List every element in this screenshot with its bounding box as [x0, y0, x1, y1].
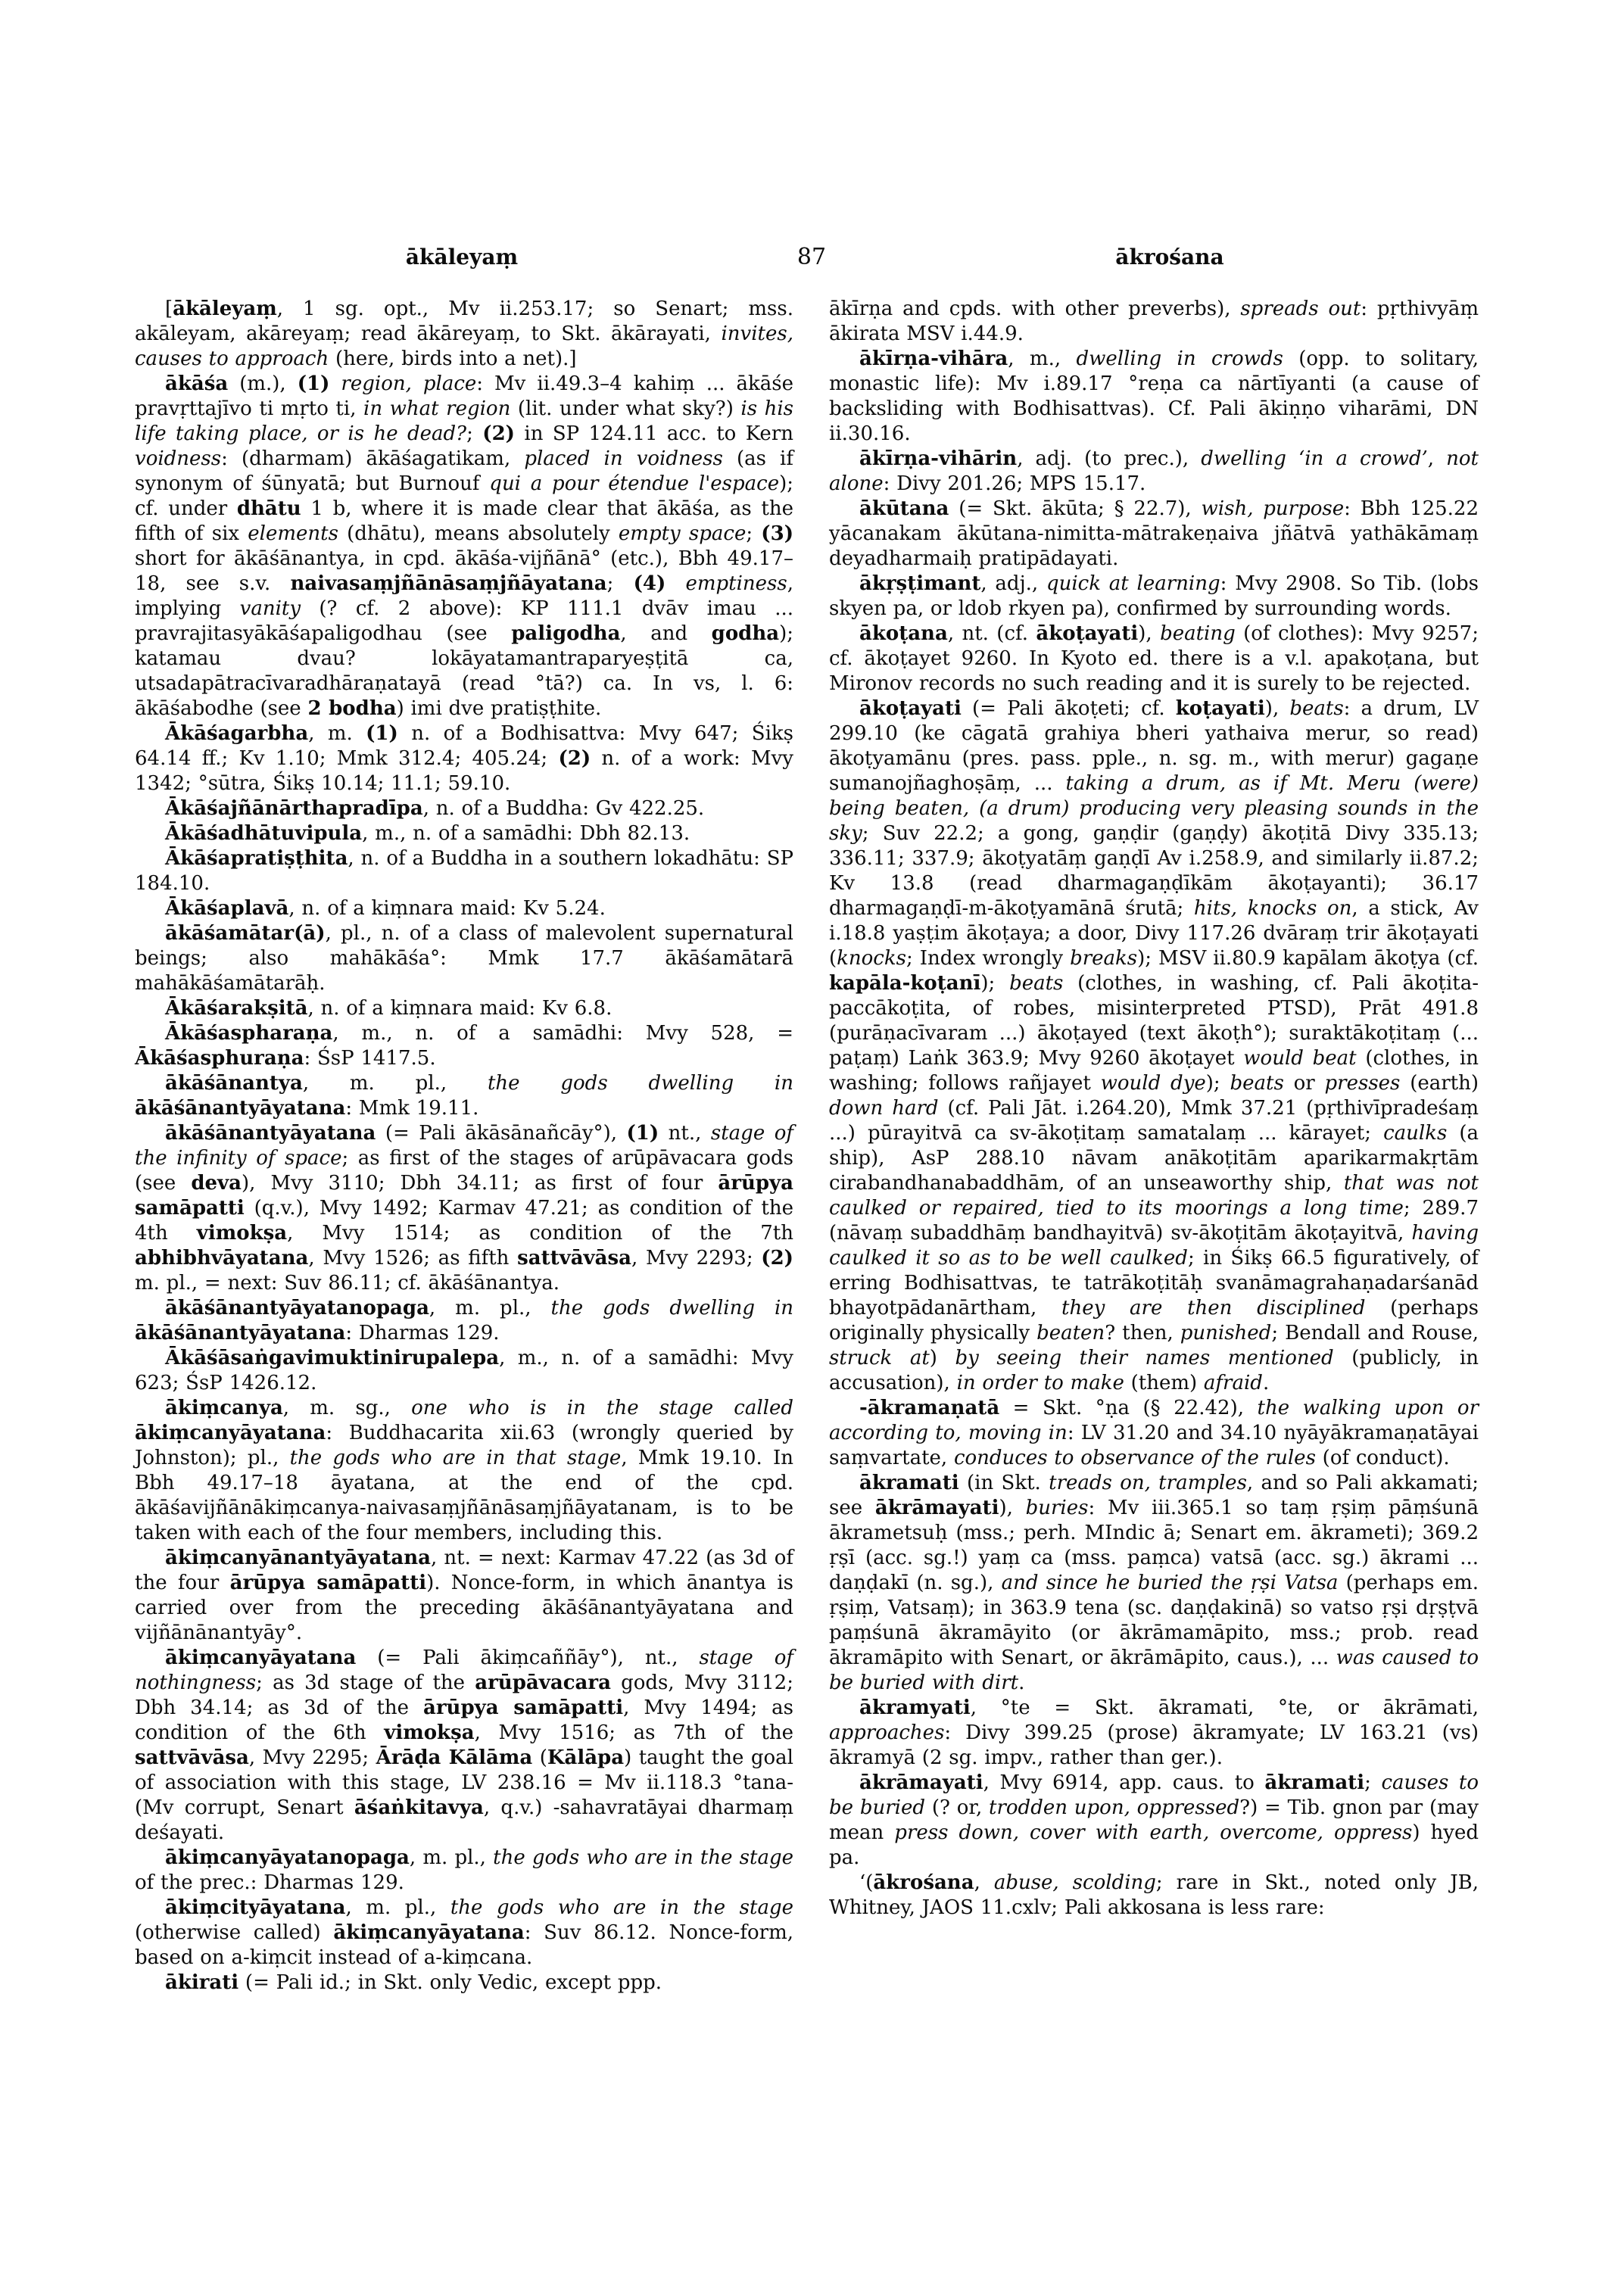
dictionary-entry: ākirati (= Pali id.; in Skt. only Vedic, except ppp.	[165, 1971, 662, 1994]
dictionary-entry: ‘(ākrośana, abuse, scolding; rare in Skt., noted only JB, Whitney, JAOS 11.cxlv; Pali akkosana is less rare:	[829, 1871, 1479, 1919]
dictionary-entry: [ākāleyaṃ, 1 sg. opt., Mv ii.253.17; so Senart; mss. akāleyam, akāreyaṃ; read ākāreyaṃ, to Skt. ākārayati, invites, causes to approach (here, birds into a net).]	[135, 298, 793, 370]
dictionary-entry: -ākramaṇatā = Skt. °ṇa (§ 22.42), the walking upon or according to, moving in: LV 31.20 and 34.10 nyāyākramaṇatāyai saṃvartate, conduces to observance of the rules (of conduct).	[829, 1397, 1479, 1469]
dictionary-entry: Ākāśagarbha, m. (1) n. of a Bodhisattva: Mvy 647; Śikṣ 64.14 ff.; Kv 1.10; Mmk 312.4; 405.24; (2) n. of a work: Mvy 1342; °sūtra, Śikṣ 10.14; 11.1; 59.10.	[135, 722, 793, 795]
dictionary-entry: ākiṃcanyāyatana (= Pali ākiṃcaññāy°), nt., stage of nothingness; as 3d stage of the arūpāvacara gods, Mvy 3112; Dbh 34.14; as 3d of the ārūpya samāpatti, Mvy 1494; as condition of the 6th vimokṣa, Mvy 1516; as 7th of the sattvāvāsa, Mvy 2295; Ārāḍa Kālāma (Kālāpa) taught the goal of association with this stage, LV 238.16 = Mv ii.118.3 °tana- (Mv corrupt, Senart āśaṅkitavya, q.v.) -sahavratāyai dharmaṃ deśayati.	[135, 1647, 793, 1844]
dictionary-entry: Ākāśarakṣitā, n. of a kiṃnara maid: Kv 6.8.	[165, 997, 613, 1020]
dictionary-entry: ākāśānantya, m. pl., the gods dwelling in ākāśānantyāyatana: Mmk 19.11.	[135, 1072, 793, 1120]
dictionary-entry: Ākāśajñānārthapradīpa, n. of a Buddha: Gv 422.25.	[165, 797, 705, 820]
dictionary-entry: Ākāśāsaṅgavimuktinirupalepa, m., n. of a samādhi: Mvy 623; ŚsP 1426.12.	[135, 1347, 793, 1394]
page-number: 87	[796, 244, 827, 270]
dictionary-entry: ākāśānantyāyatanopaga, m. pl., the gods dwelling in ākāśānantyāyatana: Dharmas 129.	[135, 1297, 794, 1344]
dictionary-entry: ākiṃcanya, m. sg., one who is in the stage called ākiṃcanyāyatana: Buddhacarita xii.63 (wrongly queried by Johnston); pl., the gods who are in that stage, Mmk 19.10. In Bbh 49.17–18 āyatana, at the end of the cpd. ākāśavijñānākiṃcanya-naivasaṃjñānāsaṃjñāyatanam, is to be taken with each of the four members, including this.	[135, 1397, 794, 1544]
dictionary-entry: ākiṃcanyāyatanopaga, m. pl., the gods who are in the stage of the prec.: Dharmas 129.	[135, 1846, 793, 1894]
dictionary-entry: ākīrṇa-vihārin, adj. (to prec.), dwelling ‘in a crowd’, not alone: Divy 201.26; MPS 15.17.	[829, 447, 1479, 495]
dictionary-entry: ākāśamātar(ā), pl., n. of a class of malevolent supernatural beings; also mahākāśa°: Mmk 17.7 ākāśamātarā mahākāśamātarāḥ.	[135, 922, 793, 995]
left-column	[135, 297, 793, 1995]
dictionary-entry: ākoṭana, nt. (cf. ākoṭayati), beating (of clothes): Mvy 9257; cf. ākoṭayet 9260. In Kyoto ed. there is a v.l. apakoṭana, but Mironov records no such reading and it is surely to be rejected.	[829, 622, 1479, 695]
dictionary-entry: ākramyati, °te = Skt. ākramati, °te, or ākrāmati, approaches: Divy 399.25 (prose) ākramyate; LV 163.21 (vs) ākramyā (2 sg. impv., rather than ger.).	[829, 1696, 1479, 1769]
dictionary-entry: ākramati (in Skt. treads on, tramples, and so Pali akkamati; see ākrāmayati), buries: Mv iii.365.1 so taṃ ṛṣiṃ pāṃśunā ākrametsuḥ (mss.; perh. MIndic ā; Senart em. ākrameti); 369.2 ṛṣī (acc. sg.!) yaṃ ca (mss. paṃca) vatsā (acc. sg.) ākrami ... daṇḍakī (n. sg.), and since he buried the ṛṣi Vatsa (perhaps em. ṛṣiṃ, Vatsaṃ); in 363.9 tena (sc. daṇḍakinā) so vatso ṛṣi dṛṣṭvā paṃśunā ākramāyito (or ākrāmamāpito, mss.; prob. read ākramāpito with Senart, or ākrāmāpito, caus.), ... was caused to be buried with dirt.	[829, 1472, 1479, 1694]
dictionary-entry: ākāśa (m.), (1) region, place: Mv ii.49.3–4 kahiṃ ... ākāśe pravṛttajīvo ti mṛto ti, in what region (lit. under what sky?) is his life taking place, or is he dead?; (2) in SP 124.11 acc. to Kern voidness: (dharmam) ākāśagatikam, placed in voidness (as if synonym of śūnyatā; but Burnouf qui a pour étendue l'espace); cf. under dhātu 1 b, where it is made clear that ākāśa, as the fifth of six elements (dhātu), means absolutely empty space; (3) short for ākāśānantya, in cpd. ākāśa-vijñānā° (etc.), Bbh 49.17–18, see s.v. naivasaṃjñānāsaṃjñāyatana; (4) emptiness, implying vanity (? cf. 2 above): KP 111.1 dvāv imau ... pravrajitasyākāśapaligodhau (see paligodha, and godha); katamau dvau? lokāyatamantraparyeṣṭitā ca, utsadapātracīvaradhāraṇatayā (read °tā?) ca. In vs, l. 6: ākāśabodhe (see 2 bodha) imi dve pratiṣṭhite.	[135, 372, 794, 720]
dictionary-entry: ākṛṣṭimant, adj., quick at learning: Mvy 2908. So Tib. (lobs skyen pa, or ldob rkyen pa), confirmed by surrounding words.	[829, 572, 1479, 620]
dictionary-entry: ākoṭayati (= Pali ākoṭeti; cf. koṭayati), beats: a drum, LV 299.10 (ke cāgatā grahiya bheri yathaiva merur, so read) ākoṭyamānu (pres. pass. pple., n. sg. m., with merur) gagaṇe sumanojñaghoṣāṃ, ... taking a drum, as if Mt. Meru (were) being beaten, (a drum) producing very pleasing sounds in the sky; Suv 22.2; a gong, gaṇḍir (gaṇḍy) ākoṭitā Divy 335.13; 336.11; 337.9; ākoṭyatāṃ gaṇḍī Av i.258.9, and similarly ii.87.2; Kv 13.8 (read dharmagaṇḍīkām ākoṭayanti); 36.17 dharmagaṇḍī-m-ākoṭyamānā śrutā; hits, knocks on, a stick, Av i.18.8 yaṣṭim ākoṭaya; a door, Divy 117.26 dvāraṃ trir ākoṭayati (knocks; Index wrongly breaks); MSV ii.80.9 kapālam ākoṭya (cf. kapāla-koṭanī); beats (clothes, in washing, cf. Pali ākoṭita-paccākoṭita, of robes, misinterpreted PTSD), Prāt 491.8 (purāṇacīvaram ...) ākoṭayed (text ākoṭh°); suraktākoṭitaṃ (... paṭaṃ) Laṅk 363.9; Mvy 9260 ākoṭayet would beat (clothes, in washing; follows rañjayet would dye); beats or presses (earth) down hard (cf. Pali Jāt. i.264.20), Mmk 37.21 (pṛthivīpradeśaṃ ...) pūrayitvā ca sv-ākoṭitaṃ samatalaṃ ... kārayet; caulks (a ship), AsP 288.10 nāvam anākoṭitām aparikarmakṛtām cirabandhanabaddhām, of an unseaworthy ship, that was not caulked or repaired, tied to its moorings a long time; 289.7 (nāvaṃ subaddhāṃ bandhayitvā) sv-ākoṭitām ākoṭayitvā, having caulked it so as to be well caulked; in Śikṣ 66.5 figuratively, of erring Bodhisattvas, te tatrākoṭitāḥ svanāmagrahaṇadarśanād bhayotpādanārtham, they are then disciplined (perhaps originally physically beaten? then, punished; Bendall and Rouse, struck at) by seeing their names mentioned (publicly, in accusation), in order to make (them) afraid.	[829, 697, 1479, 1394]
dictionary-entry: Ākāśadhātuvipula, m., n. of a samādhi: Dbh 82.13.	[165, 822, 690, 845]
running-head-right: ākrośana	[1115, 245, 1224, 269]
right-column	[829, 297, 1479, 1921]
dictionary-entry: Ākāśaplavā, n. of a kiṃnara maid: Kv 5.24.	[165, 897, 606, 920]
dictionary-entry: ākīrṇa and cpds. with other preverbs), spreads out: pṛthivyāṃ ākirata MSV i.44.9.	[829, 298, 1479, 345]
dictionary-entry: Ākāśapratiṣṭhita, n. of a Buddha in a southern lokadhātu: SP 184.10.	[135, 847, 793, 895]
dictionary-entry: ākāśānantyāyatana (= Pali ākāsānañcāy°), (1) nt., stage of the infinity of space; as first of the stages of arūpāvacara gods (see deva), Mvy 3110; Dbh 34.11; as first of four ārūpya samāpatti (q.v.), Mvy 1492; Karmav 47.21; as condition of the 4th vimokṣa, Mvy 1514; as condition of the 7th abhibhvāyatana, Mvy 1526; as fifth sattvāvāsa, Mvy 2293; (2) m. pl., = next: Suv 86.11; cf. ākāśānantya.	[135, 1122, 794, 1294]
dictionary-entry: ākīrṇa-vihāra, m., dwelling in crowds (opp. to solitary, monastic life): Mv i.89.17 °reṇa ca nārtīyanti (a cause of backsliding with Bodhisattvas). Cf. Pali ākiṇṇo viharāmi, DN ii.30.16.	[829, 347, 1479, 445]
dictionary-entry: ākūtana (= Skt. ākūta; § 22.7), wish, purpose: Bbh 125.22 yācanakam ākūtana-nimitta-mātrakeṇaiva jñātvā yathākāmaṃ deyadharmaiḥ pratipādayati.	[829, 497, 1479, 570]
dictionary-entry: Ākāśaspharaṇa, m., n. of a samādhi: Mvy 528, = Ākāśasphuraṇa: ŚsP 1417.5.	[135, 1022, 793, 1070]
dictionary-entry: ākrāmayati, Mvy 6914, app. caus. to ākramati; causes to be buried (? or, trodden upon, oppressed?) = Tib. gnon par (may mean press down, cover with earth, overcome, oppress) hyed pa.	[829, 1771, 1479, 1869]
dictionary-entry: ākiṃcityāyatana, m. pl., the gods who are in the stage (otherwise called) ākiṃcanyāyatana: Suv 86.12. Nonce-form, based on a-kiṃcit instead of a-kiṃcana.	[135, 1896, 793, 1969]
dictionary-entry: ākiṃcanyānantyāyatana, nt. = next: Karmav 47.22 (as 3d of the four ārūpya samāpatti). Nonce-form, in which ānantya is carried over from the preceding ākāśānantyāyatana and vijñānānantyāy°.	[135, 1547, 793, 1644]
running-head-left: ākāleyaṃ	[405, 245, 519, 269]
